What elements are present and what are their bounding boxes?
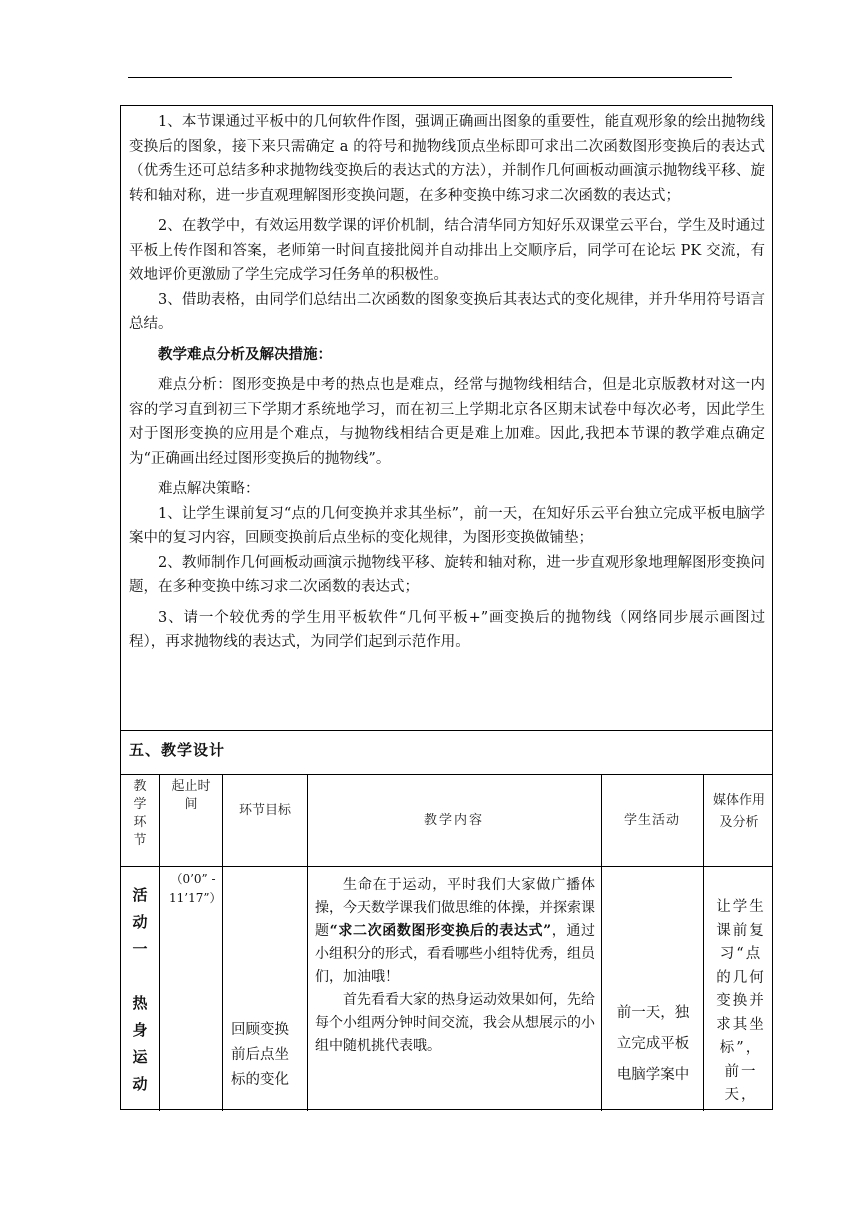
difficulty-heading: 教学难点分析及解决措施： xyxy=(158,345,332,363)
teaching-content xyxy=(315,874,595,1058)
course-topic: “求二次函数图形变换后的表达式” xyxy=(329,923,552,939)
content-paragraph-2: 首先看看大家的热身运动效果如何，先给每个小组两分钟时间交流，我会从想展示的小组中随机挑代表哦。 xyxy=(315,992,595,1054)
content-paragraph-1: 生命在于运动，平时我们大家做广播体操，今天数学课我们做思维的体操，并探索课题“求二次函数图形变换后的表达式”，通过小组积分的形式，看看哪些小组特优秀，组员们，加油哦！ xyxy=(315,877,596,985)
student-activity: 前一天，独立完成平板电脑学案中 xyxy=(616,1005,690,1083)
media-analysis: 让学生课前复习“点的几何变换并求其坐标”，前一天， xyxy=(716,899,766,1103)
header-time: 起止时间 xyxy=(171,779,211,812)
column-divider xyxy=(159,774,160,1111)
paragraph-3: 3、借助表格，由同学们总结出二次函数的图象变换后其表达式的变化规律，并升华用符号语言总结。 xyxy=(129,291,765,332)
analysis-section xyxy=(129,110,765,655)
column-divider xyxy=(222,774,223,1111)
header-goal: 环节目标 xyxy=(238,803,291,818)
activity-name: 热身运动 xyxy=(132,994,148,1093)
strategy-1: 1、让学生课前复习“点的几何变换并求其坐标”，前一天，在知好乐云平台独立完成平板电脑学案中的复习内容，回顾变换前后点坐标的变化规律，为图形变换做铺垫； xyxy=(129,505,765,546)
row-divider xyxy=(121,866,772,867)
difficulty-analysis: 难点分析：图形变换是中考的热点也是难点，经常与抛物线相结合，但是北京版教材对这一内容的学习直到初三下学期才系统地学习，而在初三上学期北京各区期末试卷中每次必考，因此学生对于图形变换的应用是个难点，与抛物线相结合更是难上加难。因此,我把本节课的教学难点确定为“正确画出经过图形变换后的抛物线”。 xyxy=(129,377,765,467)
stage-goal: 回顾变换前后点坐标的变化 xyxy=(231,1022,289,1088)
activity-label: 活动一 xyxy=(132,886,148,958)
row-divider xyxy=(121,774,772,775)
strategy-3: 3、请一个较优秀的学生用平板软件“几何平板+”画变换后的抛物线（网络同步展示画图过程），再求抛物线的表达式，为同学们起到示范作用。 xyxy=(129,609,765,650)
paragraph-1: 1、本节课通过平板中的几何软件作图，强调正确画出图象的重要性，能直观形象的绘出抛物线变换后的图象，接下来只需确定 a 的符号和抛物线顶点坐标即可求出二次函数图形变换后的表达式（优秀生还可总结多种求抛物线变换后的表达式的方法），并制作几何画板动画演示抛物线平移、旋转和轴对称，进一步直观理解图形变换问题，在多种变换中练习求二次函数的表达式； xyxy=(129,114,765,204)
header-stage: 教学环节 xyxy=(133,779,147,848)
time-range: （0’0” - 11’17”） xyxy=(169,872,222,905)
strategy-2: 2、教师制作几何画板动画演示抛物线平移、旋转和轴对称，进一步直观形象地理解图形变换问题，在多种变换中练习求二次函数的表达式； xyxy=(129,554,765,595)
header-student: 学生活动 xyxy=(623,813,680,828)
document-table xyxy=(120,105,773,1110)
header-rule xyxy=(128,77,732,78)
section-title: 五、教学设计 xyxy=(129,741,226,759)
header-media: 媒体作用及分析 xyxy=(712,793,765,830)
paragraph-2: 2、在教学中，有效运用数学课的评价机制，结合清华同方知好乐双课堂云平台，学生及时通过平板上传作图和答案，老师第一时间直接批阅并自动排出上交顺序后，同学可在论坛 PK 交流，有效地评价更激励了学生完成学习任务单的积极性。 xyxy=(129,218,765,283)
column-divider xyxy=(703,774,704,1111)
header-content: 教学内容 xyxy=(423,813,484,828)
strategy-heading: 难点解决策略： xyxy=(158,481,260,497)
row-divider xyxy=(121,730,772,731)
